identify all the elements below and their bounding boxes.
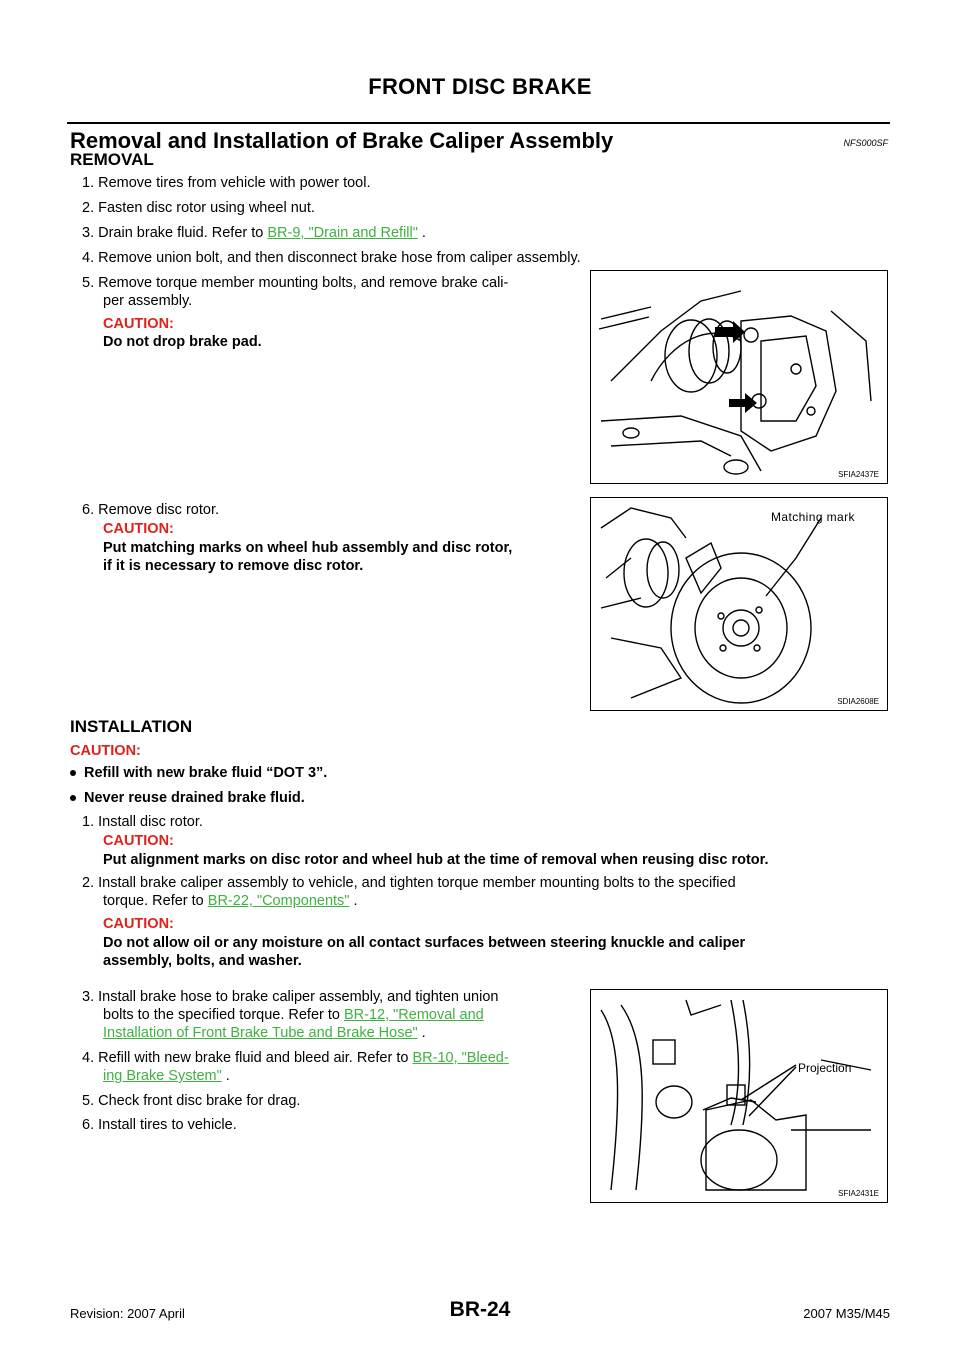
installation-step-5: 5. Check front disc brake for drag. (82, 1093, 301, 1109)
caution-label: CAUTION: (103, 916, 174, 932)
removal-heading: REMOVAL (70, 150, 154, 169)
figure-1-code: SFIA2437E (838, 470, 879, 479)
figure-disc-rotor (590, 497, 888, 711)
footer-model: 2007 M35/M45 (803, 1306, 890, 1321)
installation-step-2-line-2 (103, 892, 358, 910)
figure-2-code: SDIA2608E (837, 697, 879, 706)
link-drain-and-refill[interactable]: BR-9, "Drain and Refill" (267, 225, 418, 241)
removal-step-5-line-1: 5. Remove torque member mounting bolts, and remove brake cali- (82, 275, 509, 291)
removal-step-1: 1. Remove tires from vehicle with power tool. (82, 175, 371, 191)
section-code: NFS000SF (843, 138, 888, 148)
caution-label: CAUTION: (103, 833, 174, 849)
header-rule (67, 122, 890, 124)
installation-heading: INSTALLATION (70, 717, 193, 736)
step-4-end: . (221, 1068, 230, 1084)
removal-step-4: 4. Remove union bolt, and then disconnect brake hose from caliper assembly. (82, 250, 581, 266)
installation-step-3-line-2 (103, 1006, 484, 1024)
footer-page-number: BR-24 (449, 1298, 511, 1321)
caution-text: Put alignment marks on disc rotor and wheel hub at the time of removal when reusing disc rotor. (103, 852, 769, 868)
installation-step-3-line-3 (103, 1024, 426, 1042)
step-2-text: torque. Refer to (103, 893, 208, 909)
caution-text-line-1: Do not allow oil or any moisture on all contact surfaces between steering knuckle and caliper (103, 935, 746, 951)
caution-text: Do not drop brake pad. (103, 334, 262, 350)
caution-text-line-1: Put matching marks on wheel hub assembly and disc rotor, (103, 540, 513, 556)
figure-caliper-removal (590, 270, 888, 484)
bullet-2-text: Never reuse drained brake fluid. (84, 790, 305, 806)
step-3-end: . (417, 1025, 426, 1041)
step-2-end: . (349, 893, 358, 909)
footer-revision: Revision: 2007 April (70, 1306, 185, 1321)
disc-rotor-illustration (591, 498, 887, 710)
bullet-icon (70, 770, 76, 776)
installation-caution-label: CAUTION: (70, 743, 141, 759)
link-components[interactable]: BR-22, "Components" (207, 893, 350, 909)
figure-brake-hose (590, 989, 888, 1203)
removal-step-3 (82, 224, 426, 242)
link-bleeding-b[interactable]: ing Brake System" (103, 1068, 222, 1084)
removal-step-6: 6. Remove disc rotor. (82, 502, 219, 518)
removal-step-3-end: . (417, 225, 426, 241)
link-brake-hose-b[interactable]: Installation of Front Brake Tube and Brake Hose" (103, 1025, 418, 1041)
matching-mark-callout: Matching mark (771, 510, 855, 524)
caution-label: CAUTION: (103, 521, 174, 537)
projection-callout: Projection (798, 1061, 852, 1075)
step-3-text: bolts to the specified torque. Refer to (103, 1007, 344, 1023)
installation-step-3-line-1: 3. Install brake hose to brake caliper assembly, and tighten union (82, 989, 499, 1005)
step-4-text: 4. Refill with new brake fluid and bleed air. Refer to (82, 1050, 413, 1066)
installation-step-1: 1. Install disc rotor. (82, 814, 203, 830)
page-header-title: FRONT DISC BRAKE (368, 74, 592, 99)
installation-bullet-1 (70, 764, 327, 782)
caution-text-line-2: assembly, bolts, and washer. (103, 953, 302, 969)
bullet-1-text: Refill with new brake fluid “DOT 3”. (84, 765, 328, 781)
bullet-icon (70, 795, 76, 801)
installation-step-2-line-1: 2. Install brake caliper assembly to vehicle, and tighten torque member mounting bolts to the specified (82, 875, 736, 891)
caliper-illustration (591, 271, 887, 483)
caution-label: CAUTION: (103, 316, 174, 332)
installation-step-4-line-1 (82, 1049, 509, 1067)
installation-step-6: 6. Install tires to vehicle. (82, 1117, 237, 1133)
link-bleeding-a[interactable]: BR-10, "Bleed- (412, 1050, 509, 1066)
caution-text-line-2: if it is necessary to remove disc rotor. (103, 558, 364, 574)
section-title: Removal and Installation of Brake Caliper Assembly (70, 128, 614, 153)
removal-step-2: 2. Fasten disc rotor using wheel nut. (82, 200, 315, 216)
installation-bullet-2 (70, 789, 305, 807)
link-brake-hose-a[interactable]: BR-12, "Removal and (344, 1007, 484, 1023)
removal-step-3-text: 3. Drain brake fluid. Refer to (82, 225, 268, 241)
figure-3-code: SFIA2431E (838, 1189, 879, 1198)
installation-step-4-line-2 (103, 1067, 230, 1085)
removal-step-5-line-2: per assembly. (103, 293, 193, 309)
brake-hose-illustration (591, 990, 887, 1202)
